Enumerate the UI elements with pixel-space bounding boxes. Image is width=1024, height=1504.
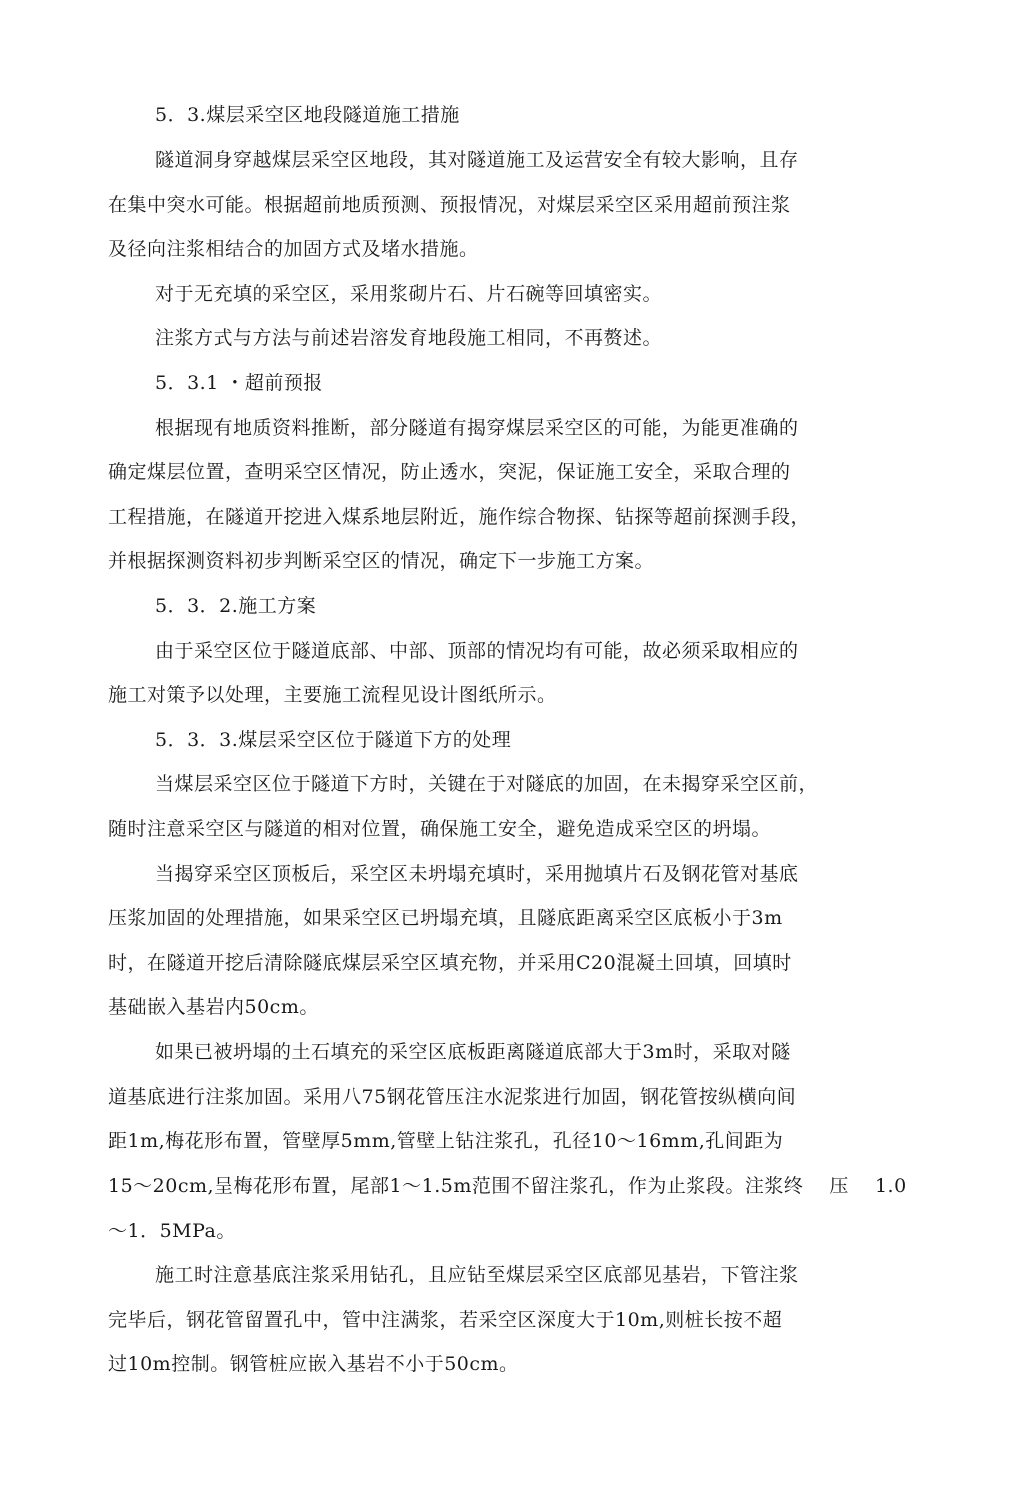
paragraph-line: 由于采空区位于隧道底部、中部、顶部的情况均有可能，故必须采取相应的 xyxy=(155,640,799,662)
paragraph-line: 注浆方式与方法与前述岩溶发育地段施工相同，不再赘述。 xyxy=(155,327,663,349)
paragraph-line: 过10m控制。钢管桩应嵌入基岩不小于50cm。 xyxy=(108,1353,519,1375)
paragraph-line: 对于无充填的采空区，采用浆砌片石、片石碗等回填密实。 xyxy=(155,283,663,305)
paragraph-line: 基础嵌入基岩内50cm。 xyxy=(108,996,319,1018)
section-heading-5-3-1: 5．3.1 ・超前预报 xyxy=(155,372,323,394)
paragraph-line: 压浆加固的处理措施，如果采空区已坍塌充填，且隧底距离采空区底板小于3m xyxy=(108,907,783,929)
paragraph-line: 工程措施，在隧道开挖进入煤系地层附近，施作综合物探、钻探等超前探测手段， xyxy=(108,506,811,528)
section-heading-5-3-3: 5．3．3.煤层采空区位于隧道下方的处理 xyxy=(155,729,512,751)
paragraph-line: 距1m,梅花形布置，管壁厚5mm,管壁上钻注浆孔，孔径10～16mm,孔间距为 xyxy=(108,1130,784,1152)
paragraph-line: 当揭穿采空区顶板后，采空区未坍塌充填时，采用抛填片石及钢花管对基底 xyxy=(155,863,799,885)
paragraph-line: 隧道洞身穿越煤层采空区地段，其对隧道施工及运营安全有较大影响，且存 xyxy=(155,149,799,171)
paragraph-line: 施工对策予以处理，主要施工流程见设计图纸所示。 xyxy=(108,684,557,706)
paragraph-line: 如果已被坍塌的土石填充的采空区底板距离隧道底部大于3m时，采取对隧 xyxy=(155,1041,791,1063)
paragraph-line: 道基底进行注浆加固。采用八75钢花管压注水泥浆进行加固，钢花管按纵横向间 xyxy=(108,1086,797,1108)
section-heading-5-3-2: 5．3．2.施工方案 xyxy=(155,595,317,617)
paragraph-line: 并根据探测资料初步判断采空区的情况，确定下一步施工方案。 xyxy=(108,550,655,572)
paragraph-line: 施工时注意基底注浆采用钻孔，且应钻至煤层采空区底部见基岩，下管注浆 xyxy=(155,1264,799,1286)
paragraph-line: 在集中突水可能。根据超前地质预测、预报情况，对煤层采空区采用超前预注浆 xyxy=(108,194,791,216)
paragraph-line: 当煤层采空区位于隧道下方时，关键在于对隧底的加固，在未揭穿采空区前， xyxy=(155,773,819,795)
paragraph-line: 随时注意采空区与隧道的相对位置，确保施工安全，避免造成采空区的坍塌。 xyxy=(108,818,772,840)
paragraph-line: 及径向注浆相结合的加固方式及堵水措施。 xyxy=(108,238,479,260)
paragraph-line: 时，在隧道开挖后清除隧底煤层采空区填充物，并采用C20混凝土回填，回填时 xyxy=(108,952,792,974)
paragraph-line: 完毕后，钢花管留置孔中，管中注满浆，若采空区深度大于10m,则桩长按不超 xyxy=(108,1309,783,1331)
paragraph-line: 确定煤层位置，查明采空区情况，防止透水，突泥，保证施工安全，采取合理的 xyxy=(108,461,791,483)
section-heading-5-3: 5．3.煤层采空区地段隧道施工措施 xyxy=(155,104,460,126)
paragraph-line: ～1．5MPa。 xyxy=(108,1220,236,1242)
paragraph-line: 15～20cm,呈梅花形布置，尾部1～1.5m范围不留注浆孔，作为止浆段。注浆终 压 1.0 xyxy=(108,1175,907,1197)
paragraph-line: 根据现有地质资料推断，部分隧道有揭穿煤层采空区的可能，为能更准确的 xyxy=(155,417,799,439)
